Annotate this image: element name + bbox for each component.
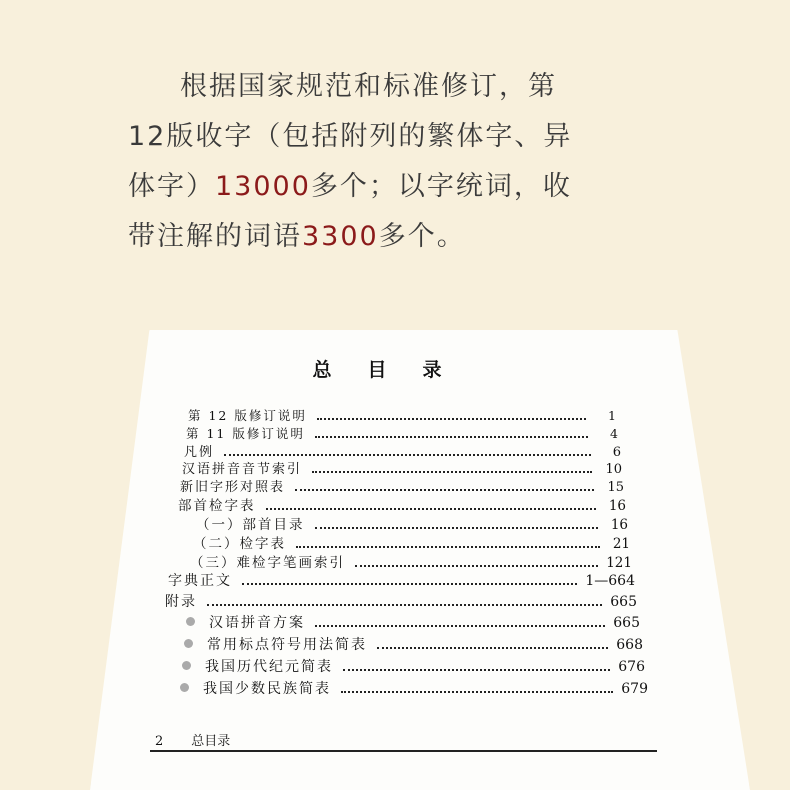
toc-entry: 汉语拼音音节索引 10 (182, 462, 622, 477)
intro-line-4: 带注解的词语3300多个。 (128, 221, 466, 252)
running-title: 总目录 (191, 734, 231, 749)
toc-title: 总目录 (312, 359, 478, 381)
bullet-icon (184, 639, 193, 648)
intro-line-2: 12版收字（包括附列的繁体字、异 (128, 121, 573, 152)
toc-entry: （二）检字表 21 (193, 536, 630, 552)
toc-entry: 凡例 6 (184, 445, 621, 460)
toc-entry: 汉语拼音方案 665 (186, 612, 640, 632)
toc-entry: 我国历代纪元简表 676 (182, 656, 645, 676)
page-number: 2 (155, 734, 164, 749)
toc-entry: （一）部首目录 16 (196, 517, 628, 533)
toc-entry: 第 11 版修订说明 4 (186, 426, 618, 441)
toc-entry: 第 12 版修订说明 1 (188, 408, 616, 423)
toc-entry: 我国少数民族简表 679 (180, 678, 648, 698)
intro-line-3: 体字）13000多个；以字统词，收 (128, 171, 572, 202)
page-footer (155, 730, 258, 749)
toc-entry: 附录 665 (165, 594, 637, 610)
toc-entry: 字典正文 1—664 (168, 573, 635, 589)
toc-entry: 常用标点符号用法简表 668 (184, 634, 643, 654)
word-count: 3300 (302, 221, 379, 252)
toc-entry: （三）难检字笔画索引 121 (190, 555, 632, 571)
toc-entry: 新旧字形对照表 15 (180, 480, 624, 495)
char-count: 13000 (215, 171, 311, 202)
bullet-icon (180, 683, 189, 692)
footer-rule (150, 750, 657, 752)
bullet-icon (186, 617, 195, 626)
intro-line-1: 根据国家规范和标准修订，第 (180, 71, 557, 102)
bullet-icon (182, 661, 191, 670)
toc-entry: 部首检字表 16 (178, 498, 626, 514)
intro-text (128, 62, 698, 262)
